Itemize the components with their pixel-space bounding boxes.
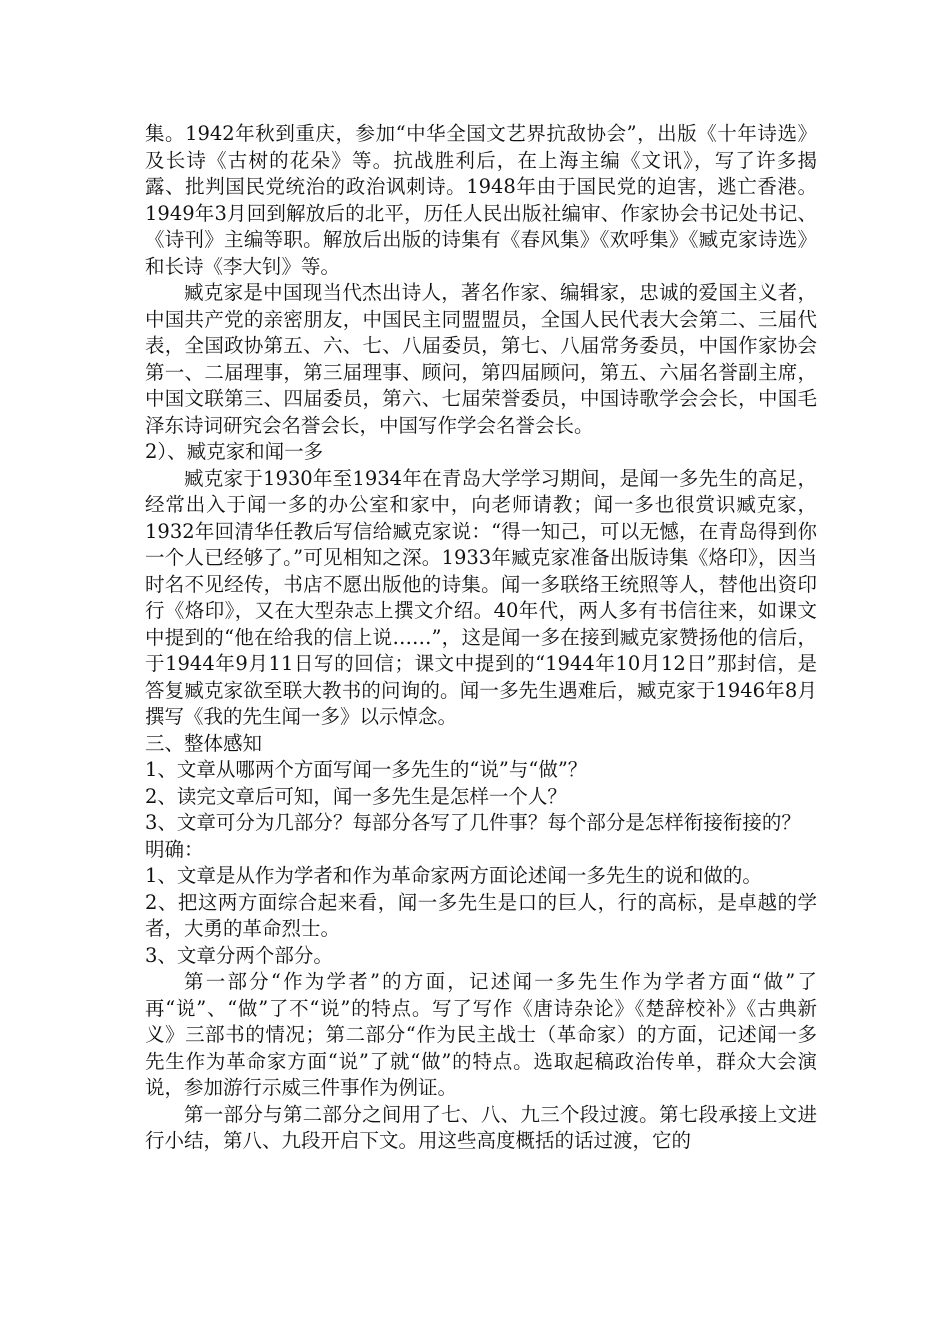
section-heading-overall-perception: 三、整体感知 <box>145 731 263 755</box>
answers-label: 明确： <box>145 837 204 861</box>
question-3: 3、文章可分为几部分？每部分各写了几件事？每个部分是怎样衔接衔接的？ <box>145 811 801 834</box>
answer-1: 1、文章是从作为学者和作为革命家两方面论述闻一多先生的说和做的。 <box>145 864 762 887</box>
paragraph-zang-and-wen-relationship: 臧克家于1930年至1934年在青岛大学学习期间，是闻一多先生的高足，经常出入于闻一多的办公室和家中，向老师请教；闻一多也很赏识臧克家，1932年回清华任教后写信给臧克家说：“得一知己，可以无憾，在青岛得到你一个人已经够了。”可见相知之深。1933年臧克家准备出版诗集《烙印》，因当时名不见经传，书店不愿出版他的诗集。闻一多联络王统照等人，替他出资印行《烙印》，又在大型杂志上撰文介绍。40年代，两人多有书信往来，如课文中提到的“他在给我的信上说……”，这是闻一多在接到臧克家赞扬他的信后，于1944年9月11日写的回信；课文中提到的“1944年10月12日”那封信，是答复臧克家欲至联大教书的问询的。闻一多先生遇难后，臧克家于1946年8月撰写《我的先生闻一多》以示悼念。 <box>145 466 817 728</box>
question-1: 1、文章从哪两个方面写闻一多先生的“说”与“做”？ <box>145 758 588 781</box>
document-page <box>145 121 817 1155</box>
paragraph-part-one-description: 第一部分“作为学者”的方面，记述闻一多先生作为学者方面“做”了再“说”、“做”了不“说”的特点。写了写作《唐诗杂论》《楚辞校补》《古典新义》三部书的情况；第二部分“作为民主战士（革命家）的方面，记述闻一多先生作为革命家方面“说”了就“做”的特点。选取起稿政治传单，群众大会演说，参加游行示威三件事作为例证。 <box>145 970 817 1099</box>
paragraph-titles-and-positions: 臧克家是中国现当代杰出诗人，著名作家、编辑家，忠诚的爱国主义者，中国共产党的亲密朋友，中国民主同盟盟员，全国人民代表大会第二、三届代表，全国政协第五、六、七、八届委员，第七、八届常务委员，中国作家协会第一、二届理事，第三届理事、顾问，第四届顾问，第五、六届名誉副主席，中国文联第三、四届委员，第六、七届荣誉委员，中国诗歌学会会长，中国毛泽东诗词研究会名誉会长，中国写作学会名誉会长。 <box>145 281 817 437</box>
paragraph-biography-continued: 集。1942年秋到重庆，参加“中华全国文艺界抗敌协会”，出版《十年诗选》及长诗《古树的花朵》等。抗战胜利后，在上海主编《文讯》，写了许多揭露、批判国民党统治的政治讽刺诗。1948年由于国民党的迫害，逃亡香港。1949年3月回到解放后的北平，历任人民出版社编审、作家协会书记处书记、《诗刊》主编等职。解放后出版的诗集有《春风集》《欢呼集》《臧克家诗选》和长诗《李大钊》等。 <box>145 122 817 278</box>
answer-3: 3、文章分两个部分。 <box>145 943 333 967</box>
paragraph-transition-description: 第一部分与第二部分之间用了七、八、九三个段过渡。第七段承接上文进行小结，第八、九段开启下文。用这些高度概括的话过渡，它的 <box>145 1102 817 1152</box>
question-2: 2、读完文章后可知，闻一多先生是怎样一个人？ <box>145 784 567 808</box>
answer-2: 2、把这两方面综合起来看，闻一多先生是口的巨人，行的高标，是卓越的学者，大勇的革命烈士。 <box>145 890 817 940</box>
section-heading-zang-and-wen: 2）、臧克家和闻一多 <box>145 440 324 463</box>
